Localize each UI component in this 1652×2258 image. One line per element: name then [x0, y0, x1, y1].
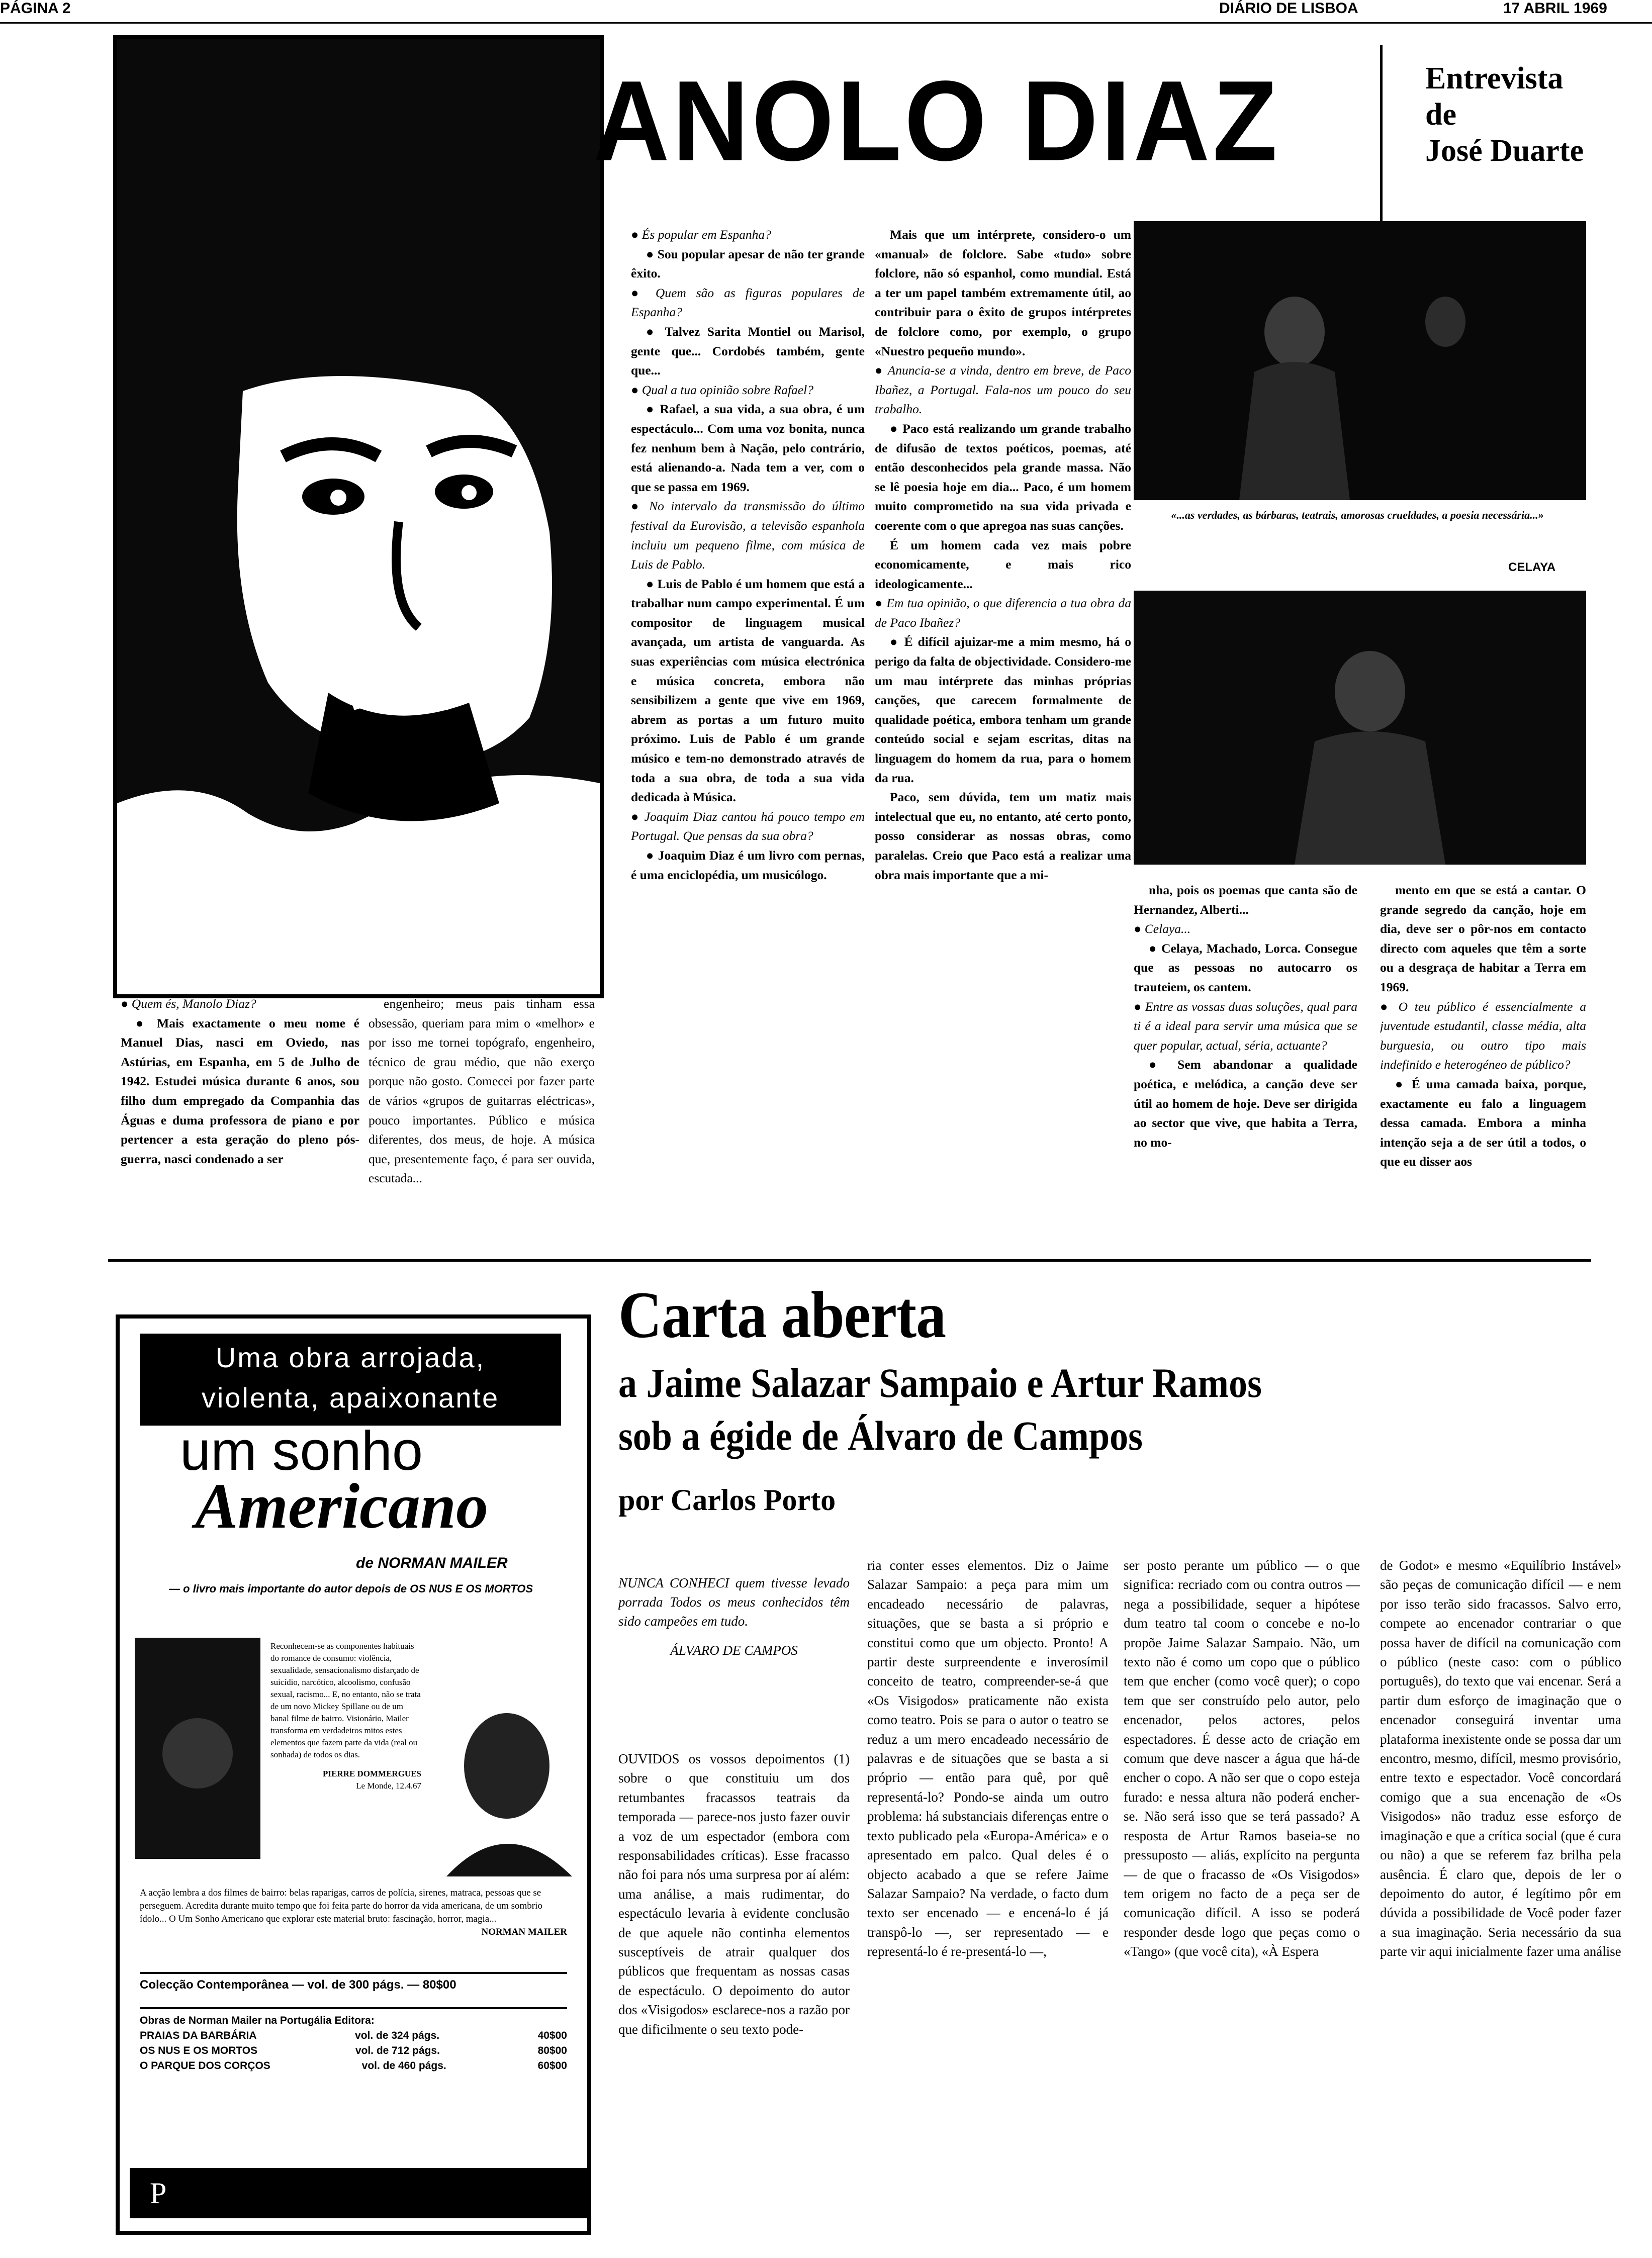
other-work-row: OS NUS E OS MORTOS vol. de 712 págs. 80$00: [140, 2045, 567, 2056]
other-work-row: O PARQUE DOS CORÇOS vol. de 460 págs. 60$00: [140, 2060, 567, 2072]
stage-illustration-1: [1134, 221, 1586, 500]
interview-col-4: [875, 225, 1131, 1251]
interview-question: ● Em tua opinião, o que diferencia a tua obra da de Paco Ibañez?: [875, 596, 1131, 630]
interview-question: ● És popular em Espanha?: [631, 227, 771, 242]
interview-question: ● Anuncia-se a vinda, dentro em breve, de Paco Ibañez, a Portugal. Fala-nos um pouco do seu trabalho.: [875, 363, 1131, 417]
interview-answer: Paco, sem dúvida, tem um matiz mais intelectual que eu, no entanto, até certo ponto, posso considerar as nossas obras, como paralelas. Creio que Paco está a realizar uma obra mais importante que a mi-: [875, 790, 1131, 882]
carta-subtitle-2: sob a égide de Álvaro de Campos: [618, 1413, 1143, 1459]
banner-line-2: violenta, apaixonante: [201, 1382, 500, 1414]
banner-line-1: Uma obra arrojada,: [215, 1342, 486, 1373]
publisher-logo-bar: [130, 2168, 591, 2218]
interview-question: ● Quem são as figuras populares de Espanha?: [631, 285, 865, 320]
carta-col-1-text: OUVIDOS os vossos depoimentos (1) sobre o que constituiu um dos retumbantes fracassos teatrais da temporada — parece-nos justo fazer ouvir a voz de um espectador (embora com responsabilidades críticas). Esse fracasso não foi para nós uma surpresa por aí além: uma análise, a mais rudimentar, do espectáculo levaria à evidente conclusão de que aquele não continha elementos susceptíveis de atrair qualquer dos públicos que frequentam as nossas casas de espectáculo. O depoimento do autor dos «Visigodos» esclarece-nos a razão por que dificilmente o seu texto pode-: [618, 1751, 850, 2037]
interview-answer: ● É difícil ajuizar-me a mim mesmo, há o perigo da falta de objectividade. Considero-me um mau intérprete das minhas próprias canções, que carecem formalmente de qualidade poética, embora tenham um grande conteúdo social e sejam escritas, ditas na linguagem do homem da rua, para o homem da rua.: [875, 634, 1131, 785]
interview-answer: mento em que se está a cantar. O grande segredo da canção, hoje em dia, deve ser o pôr-nos em contacto directo com aqueles que têm a sorte ou a desgraça de habitar a Terra em 1969.: [1380, 883, 1586, 994]
review-text: Reconhecem-se as componentes habituais do romance de consumo: violência, sexualidade, sensacionalismo disfarçado de suicídio, narcótico, alcoolismo, confusão sexual, racismo... E, no entanto, não se trata de um novo Mickey Spillane ou de um banal filme de bairro. Visionário, Mailer transforma em verdadeiros mitos estes elementos que fazem parte da vida (real ou sonhada) de todos os dias.: [270, 1641, 421, 1759]
carta-col-2: [867, 1556, 1109, 2222]
epigraph-author: ÁLVARO DE CAMPOS: [670, 1643, 798, 1658]
interview-title: ANOLO DIAZ: [593, 57, 1280, 185]
interview-col-5: [1134, 881, 1357, 1251]
portrait-photo: [113, 35, 604, 998]
interview-question: ● Entre as vossas duas soluções, qual para ti é a ideal para servir uma música que se quer popular, actual, séria, actuante?: [1134, 999, 1357, 1053]
advert-title-top: um sonho: [180, 1420, 423, 1482]
advert-title-main: Americano: [195, 1470, 489, 1542]
interview-question: ● Qual a tua opinião sobre Rafael?: [631, 382, 813, 397]
interview-answer: ● Celaya, Machado, Lorca. Consegue que as pessoas no autocarro os trauteiem, os cantem.: [1134, 940, 1357, 994]
advert-review: [270, 1640, 421, 1792]
book-advert: [116, 1314, 591, 2235]
performer-photo-1: [1134, 221, 1586, 500]
advert-quote: [140, 1887, 567, 1939]
book-cover-art: [135, 1638, 260, 1859]
interview-answer: ● Talvez Sarita Montiel ou Marisol, gente que... Cordobés também, gente que...: [631, 324, 865, 378]
collection-line: Colecção Contemporânea — vol. de 300 págs. — 80$00: [140, 1972, 567, 1992]
interview-answer: nha, pois os poemas que canta são de Hernandez, Alberti...: [1134, 883, 1357, 917]
carta-col-4-text: de Godot» e mesmo «Equilíbrio Instável» são peças de comunicação difícil — e nem por isso terão sido fracassos. Salvo erro, compete ao encenador contrariar o que possa haver de difícil na comunicação com o público (neste caso: com o público português), do texto que vai encenar. Será a partir dum esforço de imaginação que o encenador conseguirá inventar uma plataforma inexistente onde se possa dar um encontro, mesmo, difícil, mesmo provisório, entre texto e espectador. Você concordará comigo que a sua encenação de «Os Visigodos» não traduz esse esforço de imaginação e que a crítica social (que é cura ou não) a que se referem faz brilha pela ausência. É claro que, depois de ler o depoimento do autor, é legítimo pôr em dúvida a possibilidade de Você poder fazer a sua imaginação. Seria necessário da sua parte vir aqui inicialmente fazer uma análise: [1380, 1558, 1621, 1959]
interview-question: ● Quem és, Manolo Diaz?: [121, 996, 256, 1011]
section-divider: [108, 1259, 1591, 1262]
interview-col-1: [121, 994, 359, 1251]
interview-answer: ● Luis de Pablo é um homem que está a trabalhar num campo experimental. É um compositor de linguagem musical avançada, um artista de vanguarda. As suas experiências com música electrónica e música concreta, embora não sensibilizem a gente que vive em 1969, abrem as portas a um futuro muito próximo. Luis de Pablo é um grande músico e tem-no demonstrado através de toda a sua obra, de toda a sua vida dedicada à Música.: [631, 576, 865, 805]
author-portrait: [431, 1680, 577, 1876]
interview-answer: Mais que um intérprete, considero-o um «manual» de folclore. Sabe «tudo» sobre folclore, não só espanhol, como mundial. Está a ter um papel também extremamente útil, ao contribuir para o êxito de grupos intérpretes de folclore como, por exemplo, o grupo «Nuestro pequeño mundo».: [875, 227, 1131, 358]
interview-answer: ● Mais exactamente o meu nome é Manuel Dias, nasci em Oviedo, nas Astúrias, em Espanha, em 5 de Julho de 1942. Estudei música durante 6 anos, sou filho dum empregado da Companhia das Águas e duma professora de piano e por pertencer a esta geração do pleno pós-guerra, nasci condenado a ser: [121, 1015, 359, 1166]
interview-byline: [1425, 60, 1584, 169]
stage-illustration-2: [1134, 591, 1586, 865]
advert-author: de NORMAN MAILER: [356, 1555, 508, 1571]
quote-text: A acção lembra a dos filmes de bairro: belas raparigas, carros de polícia, sirenes, matraca, pessoas que se perseguem. Acredita durante muito tempo que foi feita parte do horror da vida americana, de um sombrio ídolo... O Um Sonho Americano que explorar este material bruto: fascinação, horror, magia...: [140, 1888, 542, 1924]
interview-answer: ● É uma camada baixa, porque, exactamente eu falo a linguagem dessa camada. Embora a minha intenção seja a de ser útil a todos, o que eu disser aos: [1380, 1076, 1586, 1169]
review-source: Le Monde, 12.4.67: [356, 1781, 421, 1791]
interview-col-6: [1380, 881, 1586, 1251]
interview-question: ● Joaquim Diaz cantou há pouco tempo em Portugal. Que pensas da sua obra?: [631, 809, 865, 843]
title-vertical-rule: [1380, 45, 1383, 224]
interview-answer: É um homem cada vez mais pobre economicamente, e mais rico ideologicamente...: [875, 537, 1131, 591]
other-works: [140, 2007, 567, 2074]
byline-line-2: de: [1425, 98, 1456, 132]
performer-photo-2: [1134, 591, 1586, 865]
interview-answer: ● Sem abandonar a qualidade poética, e melódica, a canção deve ser útil ao homem de hoje. Deve ser dirigida ao sector que vive, que habita a Terra, no mo-: [1134, 1057, 1357, 1150]
carta-title: Carta aberta: [618, 1278, 946, 1352]
carta-col-1: [618, 1749, 850, 2222]
interview-col-3: [631, 225, 865, 1251]
advert-tagline: — o livro mais importante do autor depois de OS NUS E OS MORTOS: [168, 1582, 533, 1595]
carta-col-2-text: ria conter esses elementos. Diz o Jaime Salazar Sampaio: a peça para mim um encadeado necessário de palavras, situações, que se basta a si próprio e constitui como que um objecto. Pronto! A partir deste surpreendente e inverosímil conceito de teatro, compreender-se-á que «Os Visigodos» praticamente não exista como teatro. Pois se para o autor o teatro se reduz a um mero encadeado necessário de palavras e de situações que se basta a si próprio — então para quê, por quê representá-lo? Pondo-se ainda um outro problema: há substanciais diferenças entre o texto publicado pela «Europa-América» e o apresentado em palco. Qual deles é o objecto acabado a que se refere Jaime Salazar Sampaio? Na verdade, o facto dum texto ser encenado — e encená-lo é já transpô-lo —, ser representado — e representá-lo é re-presentá-lo —,: [867, 1558, 1109, 1959]
advert-banner: [140, 1334, 561, 1426]
byline-line-1: Entrevista: [1425, 61, 1564, 96]
photo-credit: CELAYA: [1508, 560, 1556, 574]
page-label: PÁGINA 2: [0, 0, 71, 17]
carta-author: por Carlos Porto: [618, 1483, 836, 1517]
interview-col-2: [369, 994, 595, 1251]
paper-name: DIÁRIO DE LISBOA: [1219, 0, 1358, 17]
publisher-logo: P: [150, 2177, 167, 2210]
interview-question: ● Celaya...: [1134, 921, 1191, 936]
photo-caption: «...as verdades, as bárbaras, teatrais, amorosas crueldades, a poesia necessária...»: [1171, 509, 1544, 521]
carta-epigraph: [618, 1573, 850, 1660]
interview-answer: ● Joaquim Diaz é um livro com pernas, é uma enciclopédia, um musicólogo.: [631, 848, 865, 882]
interview-answer: ● Sou popular apesar de não ter grande êxito.: [631, 246, 865, 281]
carta-col-4: [1380, 1556, 1621, 2222]
interview-question: ● O teu público é essencialmente a juventude estudantil, classe média, alta burguesia, ou outro tipo mais indefinido e heterogéneo de público?: [1380, 999, 1586, 1072]
carta-subtitle-1: a Jaime Salazar Sampaio e Artur Ramos: [618, 1360, 1262, 1406]
byline-line-3: José Duarte: [1425, 134, 1584, 168]
carta-col-3: [1124, 1556, 1360, 2222]
review-author: PIERRE DOMMERGUES: [323, 1769, 421, 1778]
book-cover: [135, 1638, 260, 1859]
portrait-illustration: [117, 39, 600, 994]
interview-answer: ● Rafael, a sua vida, a sua obra, é um espectáculo... Com uma voz bonita, nunca fez nenhum bem à Nação, pelo contrário, está alienando-a. Nada tem a ver, com o que se passa em 1969.: [631, 402, 865, 494]
author-photo: [431, 1680, 577, 1876]
epigraph-text: NUNCA CONHECI quem tivesse levado porrada Todos os meus conhecidos têm sido campeões em tudo.: [618, 1575, 850, 1629]
interview-question: ● No intervalo da transmissão do último festival da Eurovisão, a televisão espanhola incluiu um pequeno filme, com música de Luis de Pablo.: [631, 499, 865, 572]
issue-date: 17 ABRIL 1969: [1503, 0, 1607, 17]
masthead-rule: [0, 22, 1652, 24]
carta-col-3-text: ser posto perante um público — o que significa: recriado com ou contra outros — nega a possibilidade, sequer a hipótese dum teatro tal coom o concebe e no-lo propõe Jaime Salazar Sampaio. Não, um texto não é como um copo que o público tem que encher (como você quer); o copo tem que ser construído pelo autor, pelo encenador, pelos actores, pelos espectadores. É desse acto de criação em comum que deve nascer a água que há-de encher o copo. A não ser que o copo esteja furado: e nessa altura não poderá encher-se. Não será isso que se terá passado? A resposta de Artur Ramos baseia-se no pressuposto — aliás, explícito na pergunta — de que o fracasso de «Os Visigodos» tem origem no facto de a peça ser de comunicação difícil. A isso se poderá responder desde logo que peças como o «Tango» (que você cita), «À Espera: [1124, 1558, 1360, 1959]
interview-answer: engenheiro; meus pais tinham essa obsessão, queriam para mim o «melhor» e por isso me tornei topógrafo, engenheiro, técnico de grau médio, que não exerço porque não gosto. Comecei por fazer parte de vários «grupos de guitarras eléctricas», pouco importantes. Público e música diferentes, dos meus, de hoje. A música que, presentemente faço, é para ser ouvida, escutada...: [369, 996, 595, 1186]
other-works-title: Obras de Norman Mailer na Portugália Editora:: [140, 2015, 375, 2026]
other-work-row: PRAIAS DA BARBÁRIA vol. de 324 págs. 40$00: [140, 2030, 567, 2041]
quote-author: NORMAN MAILER: [481, 1927, 567, 1937]
interview-answer: ● Paco está realizando um grande trabalho de difusão de textos poéticos, poemas, até então desconhecidos pela grande massa. Não se lê poesia hoje em dia... Paco, é um homem muito comprometido na sua vida privada e coerente com o que apregoa nas suas canções.: [875, 421, 1131, 533]
